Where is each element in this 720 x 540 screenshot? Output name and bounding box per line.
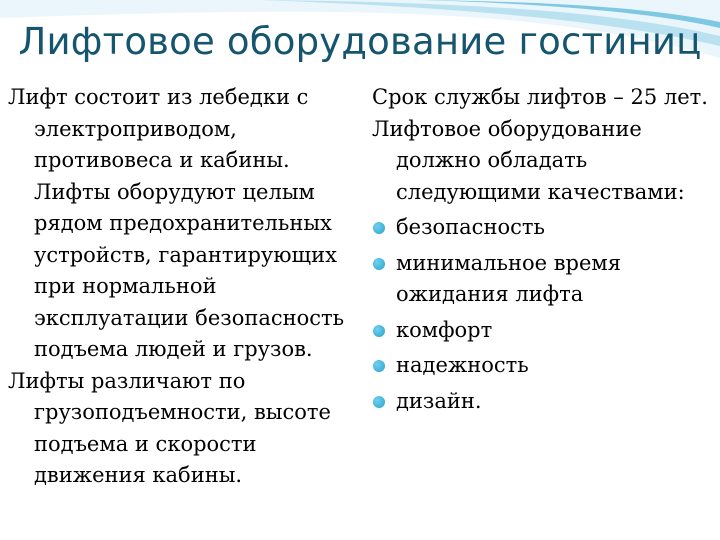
bullet-icon — [373, 360, 385, 372]
right-paragraph-1: Срок службы лифтов – 25 лет. — [372, 85, 708, 109]
list-item — [372, 212, 712, 244]
list-item — [372, 315, 712, 347]
list-item-text: комфорт — [396, 317, 493, 342]
left-paragraph-1: Лифт состоит из лебедки с электроприводом, противовеса и кабины. Лифты оборудуют целым рядом предохранительных устройств, гарантирующих при нормальной эксплуатации безопасность подъема людей и грузов. — [8, 85, 345, 361]
bullet-icon — [373, 325, 385, 337]
page-title: Лифтовое оборудование гостиниц — [18, 20, 702, 63]
bullet-icon — [373, 258, 385, 270]
list-item-text: надежность — [396, 353, 529, 377]
bullet-icon — [373, 396, 385, 408]
bullet-icon — [373, 222, 385, 234]
list-item — [372, 248, 712, 311]
right-paragraph-2: Лифтовое оборудование должно обладать следующими качествами: — [372, 116, 685, 204]
left-paragraph-2: Лифты различают по грузоподъемности, высоте подъема и скорости движения кабины. — [8, 368, 331, 487]
list-item-text: минимальное время ожидания лифта — [396, 250, 621, 306]
list-item — [372, 350, 712, 382]
list-item-text: безопасность — [396, 215, 545, 239]
right-column — [372, 82, 712, 417]
list-item — [372, 386, 712, 418]
list-item-text: дизайн. — [396, 388, 482, 413]
left-column — [8, 82, 360, 492]
qualities-list — [372, 212, 712, 417]
